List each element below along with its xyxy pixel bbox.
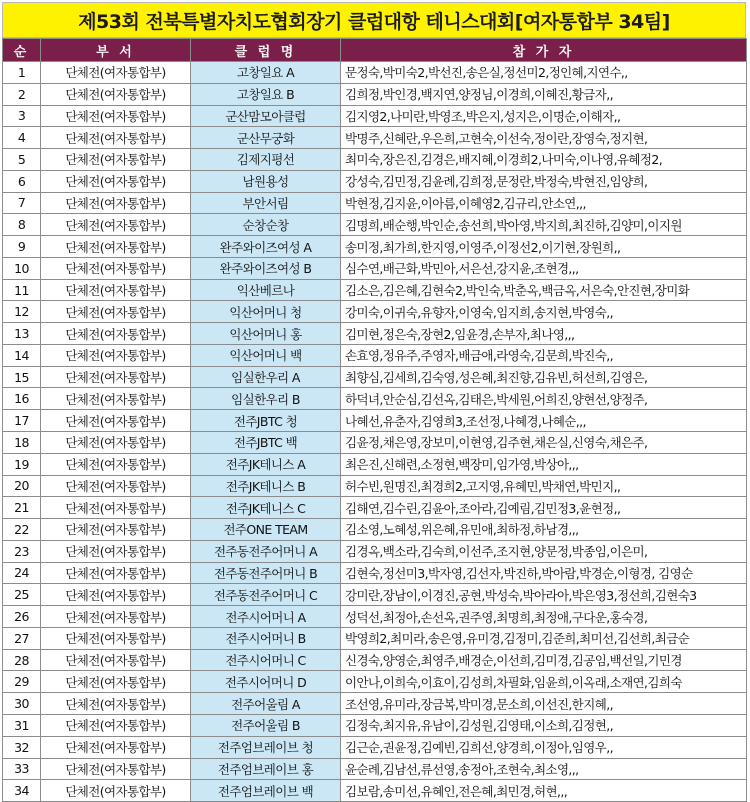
table-row <box>3 83 747 105</box>
division-cell: 단체전(여자통합부) <box>41 323 191 345</box>
club-name-cell: 익산어머니 홍 <box>191 323 341 345</box>
row-number-cell: 33 <box>3 758 41 780</box>
club-name-cell: 전주JBTC 백 <box>191 432 341 454</box>
club-name-cell: 전주엄브레이브 청 <box>191 736 341 758</box>
table-row <box>3 279 747 301</box>
division-cell: 단체전(여자통합부) <box>41 780 191 802</box>
club-name-cell: 전주JK테니스 B <box>191 475 341 497</box>
members-cell: 김소은,김은혜,김현숙2,박인숙,박춘옥,백금옥,서은숙,안진현,장미화 <box>341 279 747 301</box>
table-row <box>3 344 747 366</box>
club-name-cell: 전주엄브레이브 백 <box>191 780 341 802</box>
club-name-cell: 고창일요 A <box>191 62 341 84</box>
club-name-cell: 전주시어머니 D <box>191 671 341 693</box>
division-cell: 단체전(여자통합부) <box>41 366 191 388</box>
division-cell: 단체전(여자통합부) <box>41 519 191 541</box>
table-row <box>3 388 747 410</box>
club-name-cell: 익산어머니 청 <box>191 301 341 323</box>
table-row <box>3 214 747 236</box>
table-row <box>3 693 747 715</box>
members-cell: 나혜선,유춘자,김영희3,조선정,나혜경,나혜순,,, <box>341 410 747 432</box>
header-division: 부 서 <box>41 39 191 62</box>
row-number-cell: 8 <box>3 214 41 236</box>
members-cell: 송미정,최가희,한지영,이영주,이정선2,이기현,장원희,, <box>341 236 747 258</box>
table-row <box>3 366 747 388</box>
club-name-cell: 전주시어머니 C <box>191 649 341 671</box>
division-cell: 단체전(여자통합부) <box>41 236 191 258</box>
club-name-cell: 전주JBTC 청 <box>191 410 341 432</box>
members-cell: 허수빈,원명진,최경희2,고지영,유혜민,박채연,박민지,, <box>341 475 747 497</box>
table-row <box>3 671 747 693</box>
club-name-cell: 남원용성 <box>191 170 341 192</box>
row-number-cell: 34 <box>3 780 41 802</box>
row-number-cell: 9 <box>3 236 41 258</box>
club-name-cell: 전주JK테니스 C <box>191 497 341 519</box>
table-body <box>3 62 747 802</box>
club-name-cell: 완주와이즈여성 A <box>191 236 341 258</box>
division-cell: 단체전(여자통합부) <box>41 62 191 84</box>
members-cell: 김정숙,최지유,유남이,김성원,김영태,이소희,김정현,, <box>341 714 747 736</box>
members-cell: 조선영,유미라,장금복,박미경,문소희,이선진,한지혜,, <box>341 693 747 715</box>
table-row <box>3 410 747 432</box>
club-name-cell: 전주시어머니 B <box>191 627 341 649</box>
club-name-cell: 익산어머니 백 <box>191 344 341 366</box>
club-name-cell: 전주어울림 B <box>191 714 341 736</box>
division-cell: 단체전(여자통합부) <box>41 758 191 780</box>
division-cell: 단체전(여자통합부) <box>41 149 191 171</box>
table-row <box>3 714 747 736</box>
row-number-cell: 25 <box>3 584 41 606</box>
members-cell: 강성숙,김민정,김윤례,김희정,문정란,박정숙,박현진,임양희, <box>341 170 747 192</box>
club-name-cell: 완주와이즈여성 B <box>191 257 341 279</box>
row-number-cell: 31 <box>3 714 41 736</box>
row-number-cell: 13 <box>3 323 41 345</box>
row-number-cell: 3 <box>3 105 41 127</box>
row-number-cell: 17 <box>3 410 41 432</box>
division-cell: 단체전(여자통합부) <box>41 388 191 410</box>
members-cell: 성덕선,최정아,손선옥,권주영,최명희,최정애,구다운,홍숙경, <box>341 606 747 628</box>
team-roster-table <box>2 38 747 802</box>
club-name-cell: 임실한우리 B <box>191 388 341 410</box>
members-cell: 박현정,김지윤,이아름,이혜영2,김규리,안소연,,, <box>341 192 747 214</box>
club-name-cell: 전주동전주어머니 A <box>191 540 341 562</box>
header-members: 참 가 자 <box>341 39 747 62</box>
members-cell: 김윤정,채은영,장보미,이현영,김주현,채은실,신영숙,채은주, <box>341 432 747 454</box>
row-number-cell: 11 <box>3 279 41 301</box>
members-cell: 강미숙,이귀숙,유향자,이영숙,임지희,송지현,박영숙,, <box>341 301 747 323</box>
division-cell: 단체전(여자통합부) <box>41 627 191 649</box>
members-cell: 신경숙,양영순,최영주,배경순,이선희,김미경,김공임,백선일,기민경 <box>341 649 747 671</box>
division-cell: 단체전(여자통합부) <box>41 214 191 236</box>
division-cell: 단체전(여자통합부) <box>41 83 191 105</box>
table-row <box>3 149 747 171</box>
row-number-cell: 7 <box>3 192 41 214</box>
row-number-cell: 29 <box>3 671 41 693</box>
club-name-cell: 전주ONE TEAM <box>191 519 341 541</box>
members-cell: 이안나,이희숙,이효이,김성희,차필화,임윤희,이옥래,소재연,김희숙 <box>341 671 747 693</box>
club-name-cell: 전주동전주어머니 B <box>191 562 341 584</box>
club-name-cell: 익산베르나 <box>191 279 341 301</box>
division-cell: 단체전(여자통합부) <box>41 432 191 454</box>
division-cell: 단체전(여자통합부) <box>41 649 191 671</box>
members-cell: 강미란,장남이,이경진,공현,박성숙,박아라아,박은영3,정선희,김현숙3 <box>341 584 747 606</box>
row-number-cell: 2 <box>3 83 41 105</box>
club-name-cell: 전주동전주어머니 C <box>191 584 341 606</box>
division-cell: 단체전(여자통합부) <box>41 714 191 736</box>
header-number: 순 <box>3 39 41 62</box>
division-cell: 단체전(여자통합부) <box>41 105 191 127</box>
table-row <box>3 606 747 628</box>
row-number-cell: 24 <box>3 562 41 584</box>
table-row <box>3 432 747 454</box>
header-club: 클 럽 명 <box>191 39 341 62</box>
row-number-cell: 28 <box>3 649 41 671</box>
club-name-cell: 순창순창 <box>191 214 341 236</box>
members-cell: 김명희,배순행,박인순,송선희,박아영,박지희,최진하,김양미,이지원 <box>341 214 747 236</box>
members-cell: 김소영,노혜성,위은혜,유민애,최하정,하남경,,, <box>341 519 747 541</box>
row-number-cell: 30 <box>3 693 41 715</box>
members-cell: 김현숙,정선미3,박자영,김선자,박진하,박아람,박경순,이형경, 김영순 <box>341 562 747 584</box>
members-cell: 김미현,정은숙,장현2,임윤경,손부자,최나영,,, <box>341 323 747 345</box>
members-cell: 하덕녀,안순심,김선옥,김태은,박세원,어희진,양현선,양정주, <box>341 388 747 410</box>
table-row <box>3 127 747 149</box>
row-number-cell: 32 <box>3 736 41 758</box>
table-row <box>3 497 747 519</box>
division-cell: 단체전(여자통합부) <box>41 562 191 584</box>
division-cell: 단체전(여자통합부) <box>41 540 191 562</box>
table-row <box>3 475 747 497</box>
division-cell: 단체전(여자통합부) <box>41 279 191 301</box>
row-number-cell: 15 <box>3 366 41 388</box>
club-name-cell: 전주엄브레이브 홍 <box>191 758 341 780</box>
members-cell: 김경옥,백소라,김숙희,이선주,조지현,양문정,박종임,이은미, <box>341 540 747 562</box>
table-row <box>3 105 747 127</box>
table-row <box>3 627 747 649</box>
table-row <box>3 562 747 584</box>
row-number-cell: 6 <box>3 170 41 192</box>
members-cell: 박명주,신혜란,우은희,고현숙,이선숙,정이란,장영숙,정지현, <box>341 127 747 149</box>
row-number-cell: 18 <box>3 432 41 454</box>
club-name-cell: 전주어울림 A <box>191 693 341 715</box>
row-number-cell: 14 <box>3 344 41 366</box>
members-cell: 김지영2,나미란,박영조,박은지,성지은,이명순,이해자,, <box>341 105 747 127</box>
division-cell: 단체전(여자통합부) <box>41 453 191 475</box>
division-cell: 단체전(여자통합부) <box>41 497 191 519</box>
division-cell: 단체전(여자통합부) <box>41 344 191 366</box>
row-number-cell: 12 <box>3 301 41 323</box>
table-row <box>3 780 747 802</box>
division-cell: 단체전(여자통합부) <box>41 410 191 432</box>
table-row <box>3 257 747 279</box>
table-row <box>3 736 747 758</box>
row-number-cell: 19 <box>3 453 41 475</box>
row-number-cell: 20 <box>3 475 41 497</box>
club-name-cell: 군산맘모아클럽 <box>191 105 341 127</box>
row-number-cell: 16 <box>3 388 41 410</box>
division-cell: 단체전(여자통합부) <box>41 584 191 606</box>
table-row <box>3 192 747 214</box>
division-cell: 단체전(여자통합부) <box>41 170 191 192</box>
header-row <box>3 39 747 62</box>
club-name-cell: 전주시어머니 A <box>191 606 341 628</box>
table-row <box>3 236 747 258</box>
table-row <box>3 62 747 84</box>
division-cell: 단체전(여자통합부) <box>41 475 191 497</box>
club-name-cell: 고창일요 B <box>191 83 341 105</box>
club-name-cell: 임실한우리 A <box>191 366 341 388</box>
division-cell: 단체전(여자통합부) <box>41 301 191 323</box>
division-cell: 단체전(여자통합부) <box>41 693 191 715</box>
row-number-cell: 10 <box>3 257 41 279</box>
division-cell: 단체전(여자통합부) <box>41 192 191 214</box>
members-cell: 문정숙,박미숙2,박선진,송은실,정선미2,정인혜,지연수,, <box>341 62 747 84</box>
division-cell: 단체전(여자통합부) <box>41 736 191 758</box>
row-number-cell: 26 <box>3 606 41 628</box>
members-cell: 김희정,박인경,백지연,양정님,이경희,이혜진,황금자,, <box>341 83 747 105</box>
table-row <box>3 519 747 541</box>
table-row <box>3 540 747 562</box>
row-number-cell: 1 <box>3 62 41 84</box>
division-cell: 단체전(여자통합부) <box>41 127 191 149</box>
members-cell: 손효영,정유주,주영자,배금애,라영숙,김문희,박진숙,, <box>341 344 747 366</box>
division-cell: 단체전(여자통합부) <box>41 606 191 628</box>
row-number-cell: 27 <box>3 627 41 649</box>
members-cell: 최향심,김세희,김숙영,성은혜,최진향,김유빈,허선희,김영은, <box>341 366 747 388</box>
club-name-cell: 부안서림 <box>191 192 341 214</box>
table-row <box>3 584 747 606</box>
row-number-cell: 5 <box>3 149 41 171</box>
members-cell: 심수연,배근화,박민아,서은선,강지윤,조현경,,, <box>341 257 747 279</box>
members-cell: 김보람,송미선,유혜인,전은혜,최민경,허현,,, <box>341 780 747 802</box>
row-number-cell: 4 <box>3 127 41 149</box>
members-cell: 김해연,김수린,김윤아,조아라,김예림,김민정3,윤현정,, <box>341 497 747 519</box>
members-cell: 최미숙,장은진,김경은,배지혜,이경희2,나미숙,이나영,유혜정2, <box>341 149 747 171</box>
club-name-cell: 김제지평선 <box>191 149 341 171</box>
sheet-title: 제53회 전북특별자치도협회장기 클럽대항 테니스대회[여자통합부 34팀] <box>2 2 746 38</box>
table-row <box>3 649 747 671</box>
members-cell: 김근순,권윤정,김예빈,김희선,양경희,이정아,임영우,, <box>341 736 747 758</box>
row-number-cell: 23 <box>3 540 41 562</box>
members-cell: 최은진,신해련,소정현,백장미,임가영,박상아,,, <box>341 453 747 475</box>
table-row <box>3 301 747 323</box>
members-cell: 윤순례,김남선,류선영,송정아,조현숙,최소영,,, <box>341 758 747 780</box>
members-cell: 박영희2,최미라,송은영,유미경,김정미,김준희,최미선,김선희,최금순 <box>341 627 747 649</box>
table-row <box>3 170 747 192</box>
club-name-cell: 전주JK테니스 A <box>191 453 341 475</box>
table-row <box>3 453 747 475</box>
row-number-cell: 21 <box>3 497 41 519</box>
row-number-cell: 22 <box>3 519 41 541</box>
division-cell: 단체전(여자통합부) <box>41 257 191 279</box>
club-name-cell: 군산무궁화 <box>191 127 341 149</box>
division-cell: 단체전(여자통합부) <box>41 671 191 693</box>
table-row <box>3 323 747 345</box>
